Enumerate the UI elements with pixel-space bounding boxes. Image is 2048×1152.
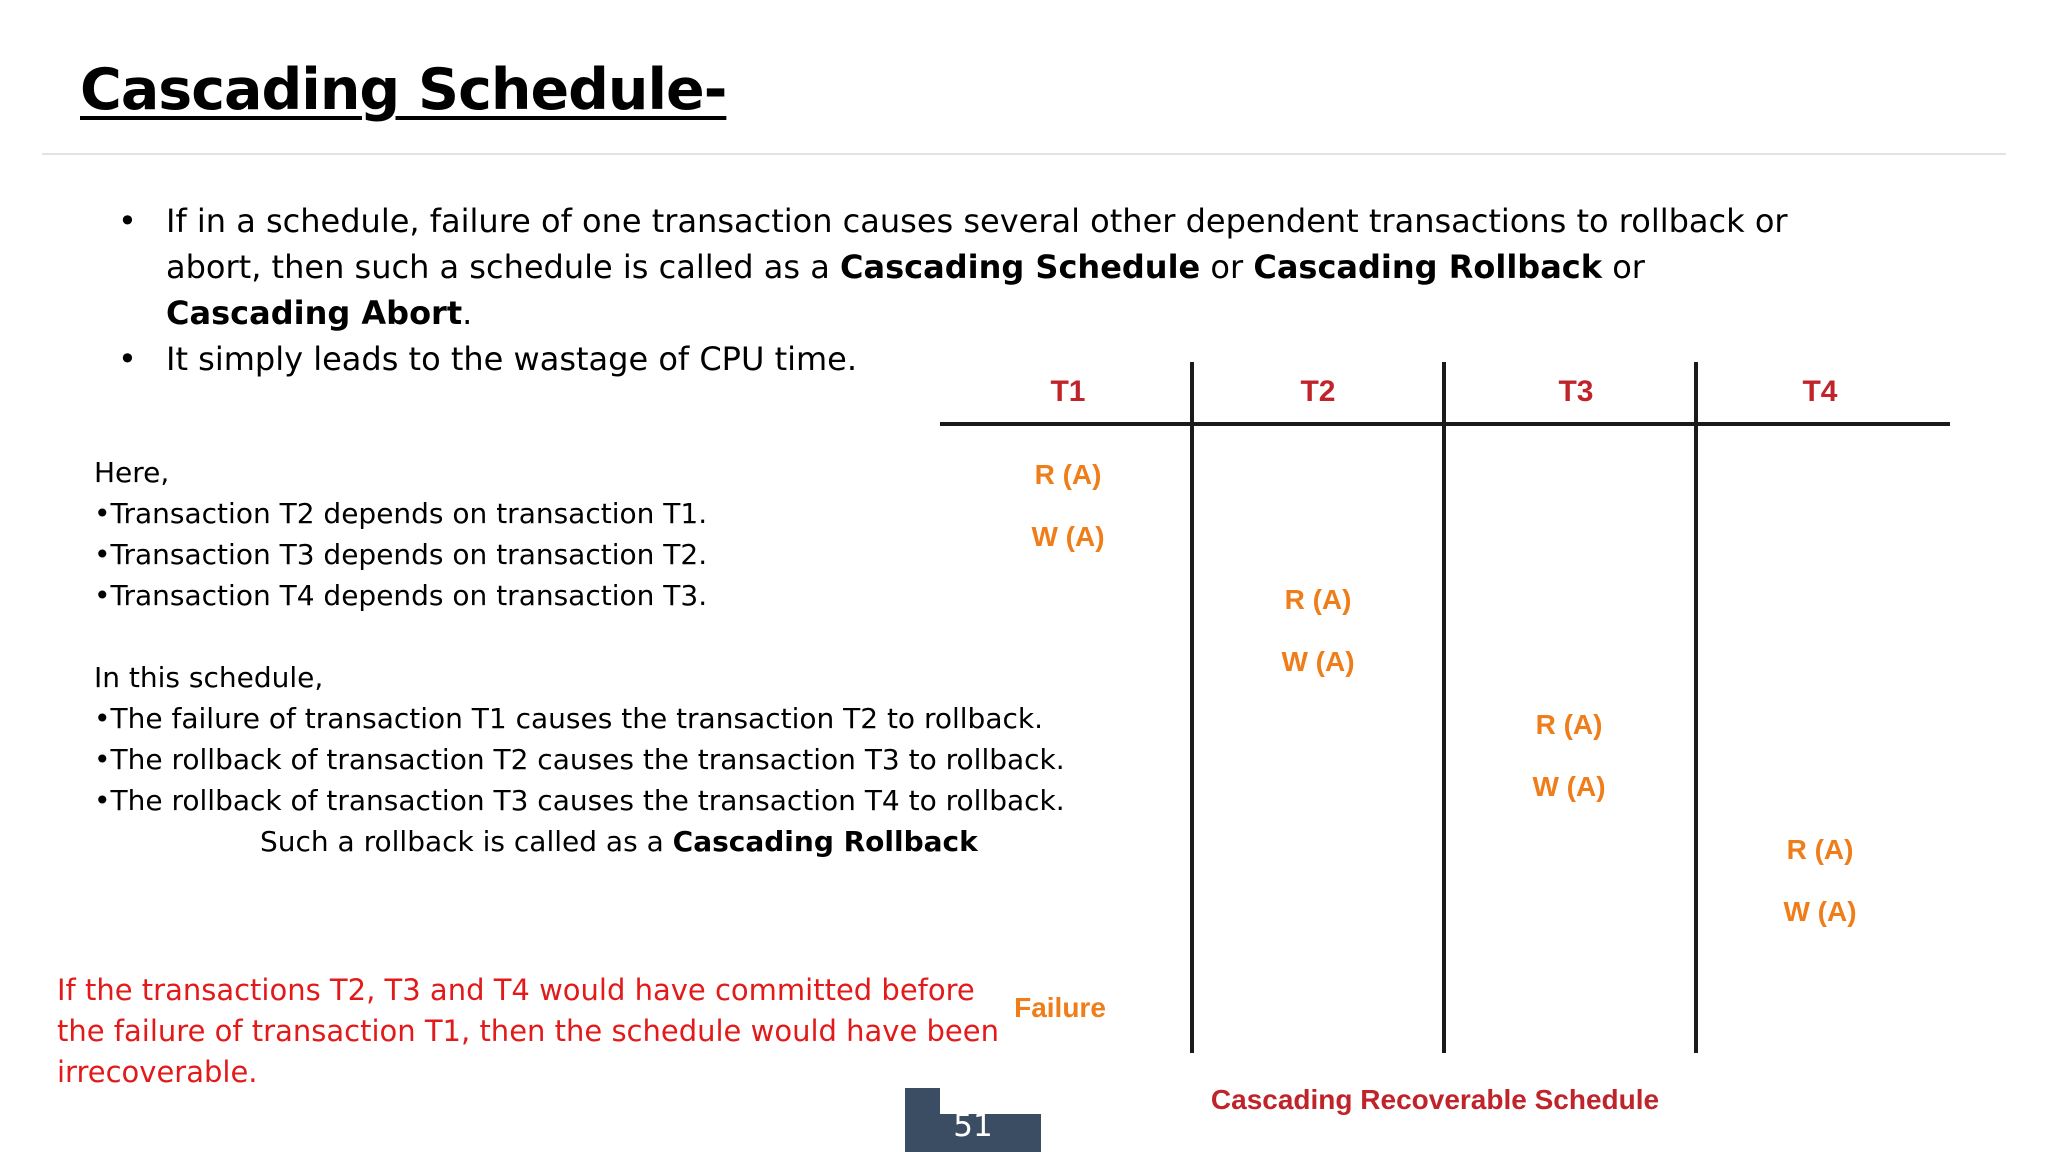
bullet-end: . — [462, 294, 473, 332]
op-t1-read: R (A) — [1034, 459, 1102, 490]
conclusion-line — [94, 821, 1074, 862]
op-t1-write: W (A) — [1031, 521, 1105, 552]
bullet-marker: • — [118, 340, 137, 378]
effect-item: •The rollback of transaction T2 causes the transaction T3 to rollback. — [94, 743, 1065, 776]
op-t1-failure: Failure — [1014, 992, 1106, 1023]
term-cascading-abort: Cascading Abort — [166, 294, 463, 332]
schedule-caption: Cascading Recoverable Schedule — [1210, 1084, 1660, 1115]
op-t4-read: R (A) — [1786, 834, 1854, 865]
bullet-definition — [118, 198, 1818, 336]
schedule-diagram — [940, 350, 1980, 1130]
dependency-item: •Transaction T4 depends on transaction T3. — [94, 579, 708, 612]
op-t3-read: R (A) — [1535, 709, 1603, 740]
column-header-t3: T3 — [1558, 375, 1594, 408]
op-t3-write: W (A) — [1532, 771, 1606, 802]
irrecoverable-note: If the transactions T2, T3 and T4 would have committed before the failure of transaction T1, then the schedule would have been irrecoverable. — [57, 973, 999, 1089]
slide-title: Cascading Schedule- — [80, 57, 727, 123]
dependency-item: •Transaction T2 depends on transaction T1. — [94, 497, 708, 530]
term-cascading-rollback: Cascading Rollback — [1253, 248, 1603, 286]
op-t2-read: R (A) — [1284, 584, 1352, 615]
explanation-intro: Here, — [94, 456, 170, 489]
term-cascading-schedule: Cascading Schedule — [840, 248, 1201, 286]
bullet-connector: or — [1602, 248, 1645, 286]
explanation-block — [94, 452, 1074, 862]
page-number: 51 — [953, 1108, 993, 1144]
op-t2-write: W (A) — [1281, 646, 1355, 677]
conclusion-text: Such a rollback is called as a — [260, 825, 673, 858]
page-number-tab — [905, 1088, 1041, 1152]
bullet-marker: • — [118, 202, 137, 240]
bullet-connector: or — [1200, 248, 1254, 286]
bullet-text: If in a schedule, failure of one transaction causes several other dependent transactions to rollback or abort, then such a schedule is called as a — [166, 202, 1788, 286]
dependency-item: •Transaction T3 depends on transaction T2. — [94, 538, 708, 571]
column-header-t2: T2 — [1300, 375, 1336, 408]
effect-item: •The failure of transaction T1 causes the transaction T2 to rollback. — [94, 702, 1043, 735]
column-header-t4: T4 — [1802, 375, 1838, 408]
schedule-intro: In this schedule, — [94, 661, 324, 694]
column-header-t1: T1 — [1050, 375, 1086, 408]
effect-item: •The rollback of transaction T3 causes the transaction T4 to rollback. — [94, 784, 1065, 817]
title-divider — [42, 153, 2006, 155]
op-t4-write: W (A) — [1783, 896, 1857, 927]
bullet-text: It simply leads to the wastage of CPU time. — [166, 340, 858, 378]
conclusion-term: Cascading Rollback — [672, 825, 978, 858]
